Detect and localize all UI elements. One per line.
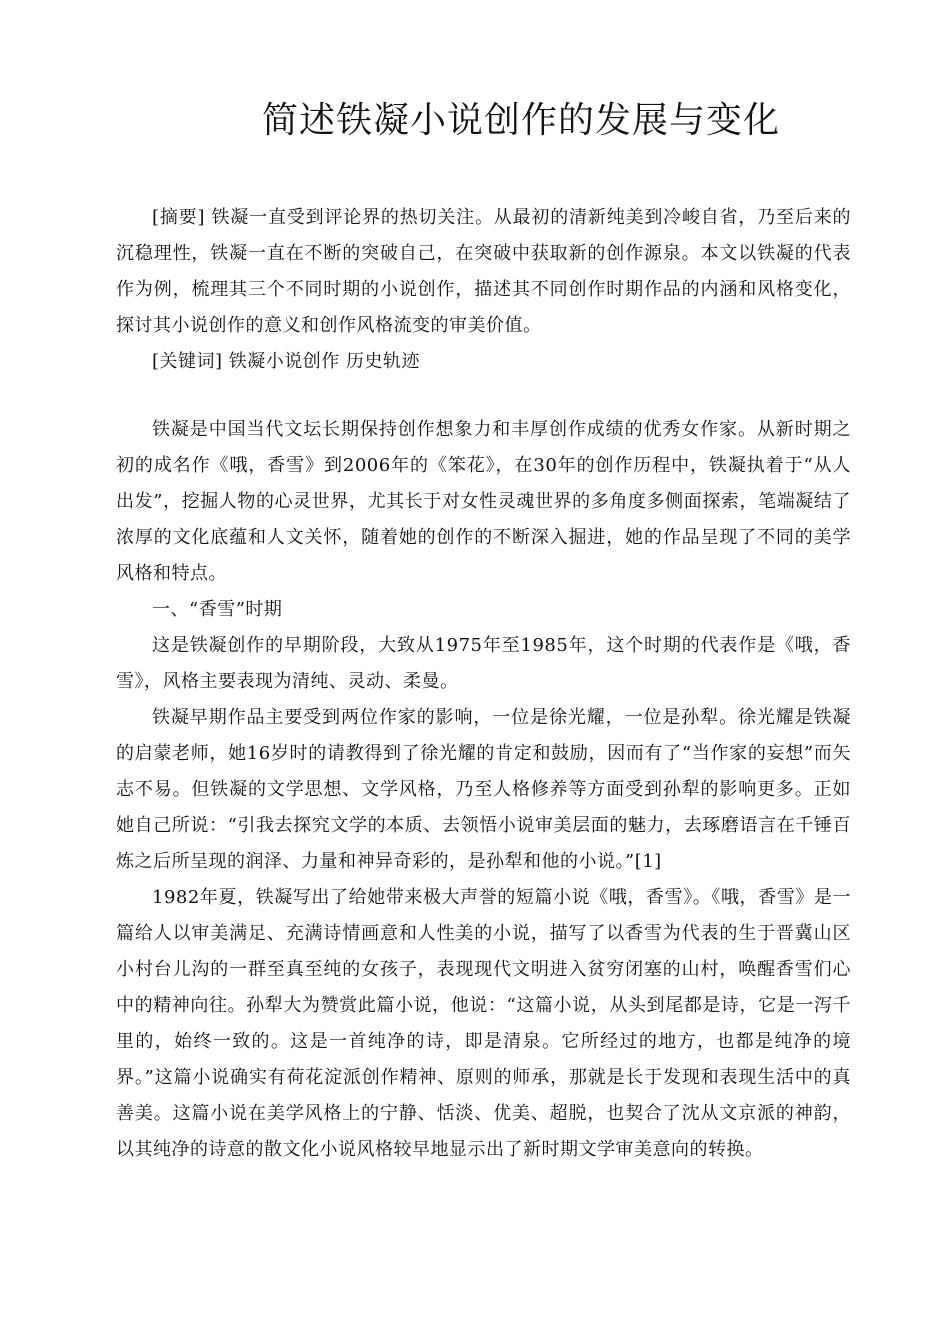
body-paragraph: 这是铁凝创作的早期阶段，大致从1975年至1985年，这个时期的代表作是《哦，香雪》，风格主要表现为清纯、灵动、柔曼。 <box>116 635 851 692</box>
paper-title: 简述铁凝小说创作的发展与变化 <box>261 100 780 141</box>
body-paragraph: 铁凝早期作品主要受到两位作家的影响，一位是徐光耀，一位是孙犁。徐光耀是铁凝的启蒙老师，她16岁时的请教得到了徐光耀的肯定和鼓励，因而有了“当作家的妄想”而矢志不易。但铁凝的文学思想、文学风格，乃至人格修养等方面受到孙犁的影响更多。正如她自己所说：“引我去探究文学的本质、去领悟小说审美层面的魅力，去琢磨语言在千锤百炼之后所呈现的润泽、力量和神异奇彩的，是孙犁和他的小说。”[1] <box>116 707 851 872</box>
main-body <box>116 412 851 1168</box>
abstract-section <box>116 200 851 380</box>
keywords-paragraph: [关键词] 铁凝小说创作 历史轨迹 <box>152 351 420 372</box>
abstract-paragraph: [摘要] 铁凝一直受到评论界的热切关注。从最初的清新纯美到冷峻自省，乃至后来的沉稳理性，铁凝一直在不断的突破自己，在突破中获取新的创作源泉。本文以铁凝的代表作为例，梳理其三个不同时期的小说创作，描述其不同创作时期作品的内涵和风格变化，探讨其小说创作的意义和创作风格流变的审美价值。 <box>116 207 851 336</box>
section-heading: 一、“香雪”时期 <box>152 599 283 620</box>
body-paragraph: 1982年夏，铁凝写出了给她带来极大声誉的短篇小说《哦，香雪》。《哦，香雪》是一篇给人以审美满足、充满诗情画意和人性美的小说，描写了以香雪为代表的生于晋冀山区小村台儿沟的一群至真至纯的女孩子，表现现代文明进入贫穷闭塞的山村，唤醒香雪们心中的精神向往。孙犁大为赞赏此篇小说，他说：“这篇小说，从头到尾都是诗，它是一泻千里的，始终一致的。这是一首纯净的诗，即是清泉。它所经过的地方，也都是纯净的境界。”这篇小说确实有荷花淀派创作精神、原则的师承，那就是长于发现和表现生活中的真善美。这篇小说在美学风格上的宁静、恬淡、优美、超脱，也契合了沈从文京派的神韵，以其纯净的诗意的散文化小说风格较早地显示出了新时期文学审美意向的转换。 <box>116 887 851 1160</box>
body-paragraph-intro: 铁凝是中国当代文坛长期保持创作想象力和丰厚创作成绩的优秀女作家。从新时期之初的成名作《哦，香雪》到2006年的《笨花》，在30年的创作历程中，铁凝执着于“从人出发”，挖掘人物的心灵世界，尤其长于对女性灵魂世界的多角度多侧面探索，笔端凝结了浓厚的文化底蕴和人文关怀，随着她的创作的不断深入掘进，她的作品呈现了不同的美学风格和特点。 <box>116 419 851 584</box>
